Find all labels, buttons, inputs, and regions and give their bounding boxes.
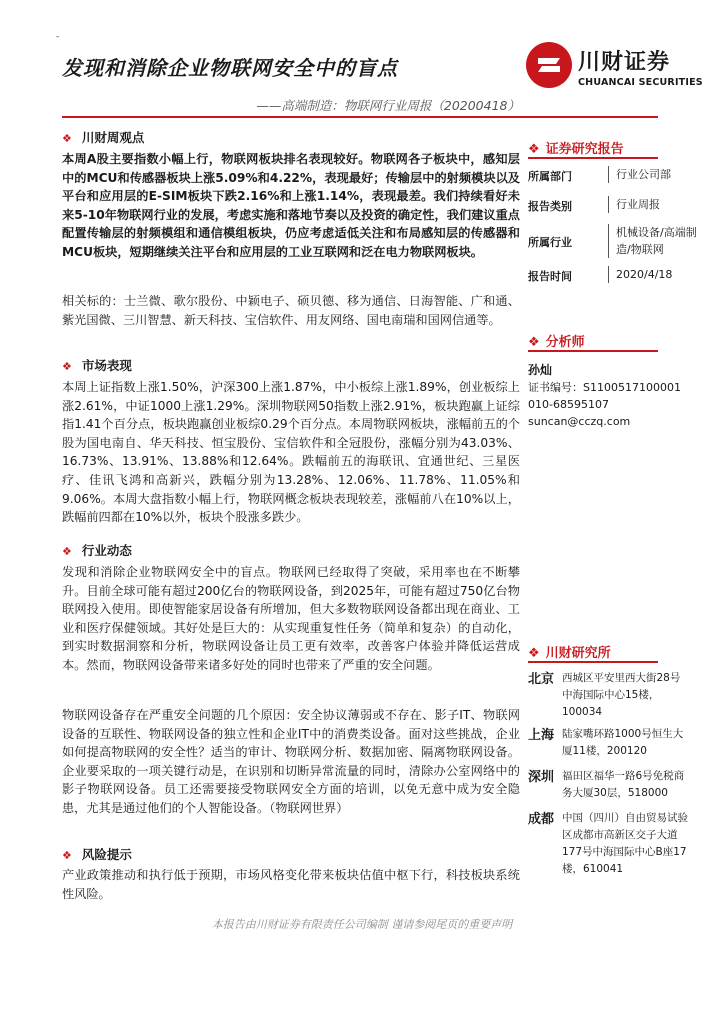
sidebar-heading-analyst: ❖ 分析师 — [528, 335, 585, 350]
meta-value-department: 行业公司部 — [608, 166, 708, 183]
diamond-icon: ❖ — [528, 646, 540, 661]
report-title: 发现和消除企业物联网安全中的盲点 — [62, 56, 398, 80]
sidebar-divider — [528, 661, 658, 663]
weekly-view-summary: 本周A股主要指数小幅上行，物联网板块排名表现较好。物联网各子板块中，感知层中的MCU和传感器板块上涨5.09%和4.22%，表现最好；传输层中的射频模块以及平台和应用层的E-SIM板块下跌2.16%和上涨1.14%，表现最差。我们持续看好未来5-10年物联网行业的发展，考虑实施和落地节奏以及投资的确定性，我们建议重点配置传输层的射频模组和通信模组板块，仍应考虑适低关注和布局感知层的传感器和MCU板块，短期继续关注平台和应用层的工业互联网和泛在电力物联网板块。 — [62, 152, 520, 259]
office-address-beijing: 西城区平安里西大街28号中海国际中心15楼，100034 — [562, 672, 681, 718]
diamond-icon: ❖ — [62, 545, 72, 558]
meta-value-industry: 机械设备/高端制造/物联网 — [608, 224, 708, 258]
diamond-icon: ❖ — [528, 142, 540, 157]
section-heading-industry: ❖ 行业动态 — [62, 543, 132, 558]
industry-paragraph-2: 物联网设备存在严重安全问题的几个原因：安全协议薄弱或不存在、影子IT、物联网设备的互联性、物联网设备的独立性和企业IT中的消费类设备。面对这些挑战，企业如何提高物联网的安全性？适当的审计、物联网分析、数据加密、隔离物联网设备。企业要采取的一项关键行动是，在识别和切断异常流量的同时，清除办公室网络中的影子物联网设备。员工还需要接受物联网安全方面的培训，以免无意中成为安全隐患，尤其是通过他们的个人智能设备。（物联网世界） — [62, 708, 520, 815]
section-heading-weekly-view: ❖ 川财周观点 — [62, 130, 145, 145]
brand-name-en: CHUANCAI SECURITIES — [578, 77, 703, 88]
analyst-name: 孙灿 — [528, 363, 553, 377]
diamond-icon: ❖ — [62, 849, 72, 862]
sidebar-heading-report: ❖ 证券研究报告 — [528, 142, 624, 157]
report-subtitle: ——高端制造：物联网行业周报（20200418） — [256, 98, 520, 113]
risk-paragraph: 产业政策推动和执行低于预期，市场风格变化带来板块估值中枢下行，科技板块系统性风险。 — [62, 868, 520, 901]
office-city-chengdu: 成都 — [528, 812, 555, 827]
meta-value-category: 行业周报 — [608, 196, 708, 213]
section-heading-risk: ❖ 风险提示 — [62, 847, 132, 862]
sidebar-divider — [528, 157, 658, 159]
market-paragraph: 本周上证指数上涨1.50%，沪深300上涨1.87%，中小板综上涨1.89%，创业板综上涨2.61%，中证1000上涨1.29%。深圳物联网50指数上涨2.91%，板块跑赢上证综指1.41个百分点，板块跑赢创业板综0.29个百分点。本周物联网板块，涨幅前五的个股为国电南自、华天科技、恒宝股份、宝信软件和全冠股份，涨幅分别为43.03%、16.73%、13.91%、13.88%和12.64%。跌幅前五的海联讯、宜通世纪、三星医疗、佳讯飞鸿和高新兴，跌幅分别为13.28%、12.06%、11.78%、11.05%和9.06%。本周大盘指数小幅上行，物联网概念板块表现较差，涨幅前八在10%以上，跌幅前四都在10%以外，板块个股涨多跌少。 — [62, 380, 520, 525]
analyst-email[interactable]: suncan@cczq.com — [528, 415, 631, 428]
office-city-beijing: 北京 — [528, 672, 555, 687]
brand-name: 川财证券 — [578, 50, 671, 75]
office-city-shanghai: 上海 — [528, 728, 555, 743]
diamond-icon: ❖ — [62, 360, 72, 373]
office-city-shenzhen: 深圳 — [528, 770, 555, 785]
sidebar-divider — [528, 350, 658, 352]
office-address-shanghai: 陆家嘴环路1000号恒生大厦11楼，200120 — [562, 728, 684, 757]
industry-paragraph-1: 发现和消除企业物联网安全中的盲点。物联网已经取得了突破，采用率也在不断攀升。目前全球可能有超过200亿台的物联网设备，到2025年，可能有超过750亿台物联网投入使用。即使智能家居设备有所增加，但大多数物联网设备都出现在商业、工业和医疗保健领域。其好处是巨大的：从实现重复性任务（简单和复杂）的自动化，到实时数据洞察和分析，物联网设备让员工更有效率，改善客户体验并降低运营成本。然而，物联网设备带来诸多好处的同时也带来了严重的安全问题。 — [62, 565, 520, 672]
related-stocks: 相关标的：士兰微、歌尔股份、中颖电子、硕贝德、移为通信、日海智能、广和通、紫光国微、三川智慧、新天科技、宝信软件、用友网络、国电南瑞和国网信通等。 — [62, 294, 520, 327]
office-address-chengdu: 中国（四川）自由贸易试验区成都市高新区交子大道177号中海国际中心B座17楼，610041 — [562, 812, 688, 875]
analyst-phone: 010-68595107 — [528, 398, 609, 411]
meta-key-date: 报告时间 — [528, 270, 572, 283]
diamond-icon: ❖ — [62, 132, 72, 145]
footer-disclaimer: 本报告由川财证券有限责任公司编制 谨请参阅尾页的重要声明 — [211, 918, 513, 931]
meta-key-category: 报告类别 — [528, 200, 572, 213]
corner-mark: - — [56, 32, 60, 42]
brand-logo-icon — [526, 42, 572, 88]
header-divider — [62, 116, 658, 118]
meta-value-date: 2020/4/18 — [608, 266, 708, 283]
sidebar-heading-institute: ❖ 川财研究所 — [528, 646, 611, 661]
office-address-shenzhen: 福田区福华一路6号免税商务大厦30层，518000 — [562, 770, 685, 799]
diamond-icon: ❖ — [528, 335, 540, 350]
meta-key-industry: 所属行业 — [528, 236, 572, 249]
section-heading-market: ❖ 市场表现 — [62, 358, 132, 373]
analyst-cert: 证书编号：S1100517100001 — [528, 381, 681, 394]
meta-key-department: 所属部门 — [528, 170, 572, 183]
